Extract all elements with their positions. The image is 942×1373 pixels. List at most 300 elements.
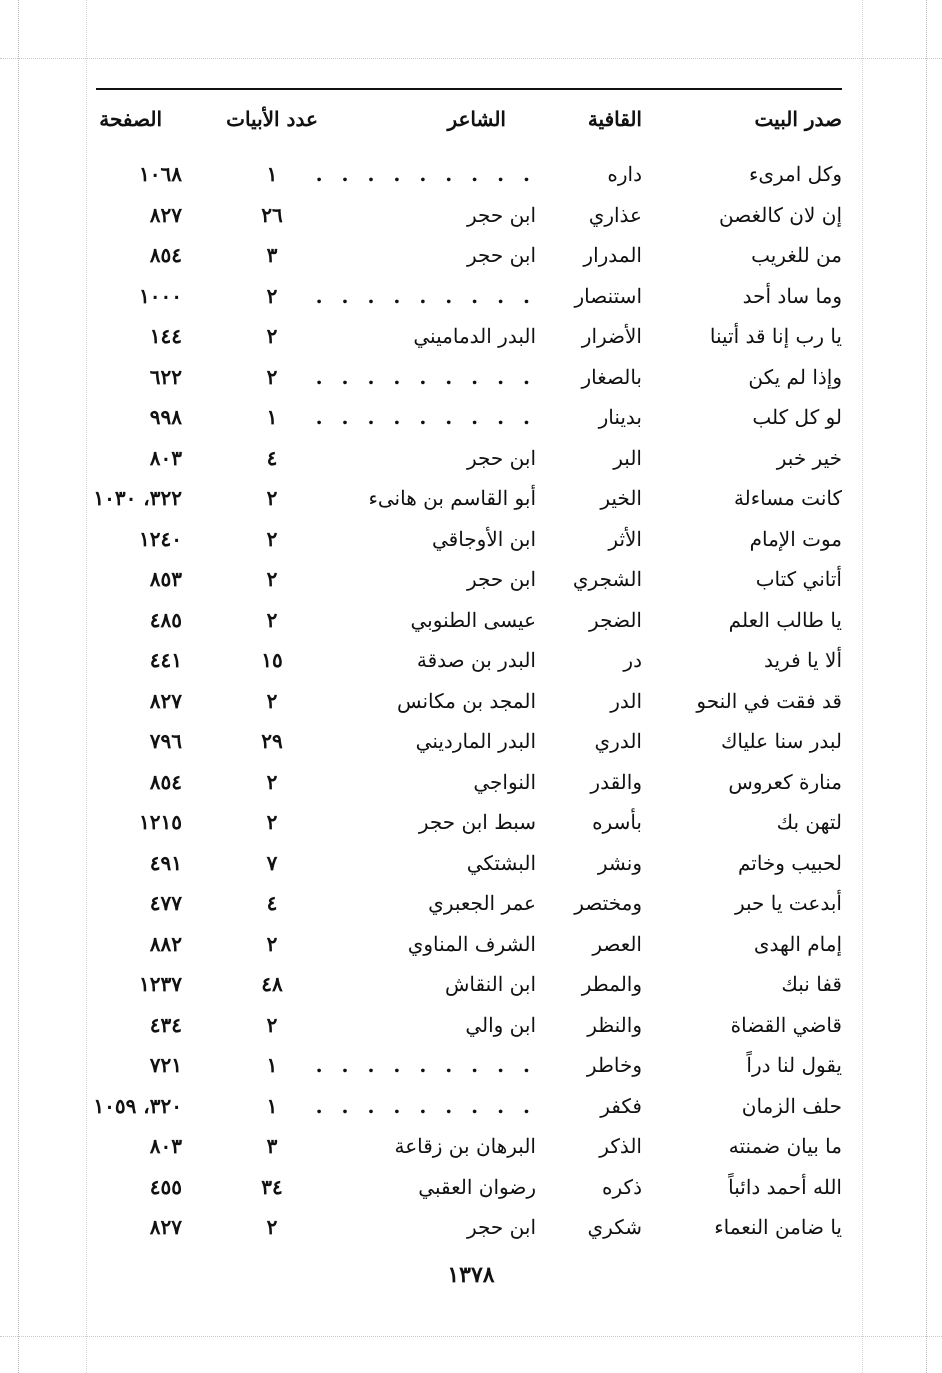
verse-count-cell xyxy=(222,1045,322,1086)
page-cell xyxy=(22,1207,182,1248)
rhyme-cell xyxy=(542,1207,642,1248)
poet-cell-text: . . . . . . . . . xyxy=(315,364,536,389)
table-row xyxy=(96,438,842,479)
scan-guide-line xyxy=(926,0,927,1373)
rhyme-cell-text: والقدر xyxy=(590,769,642,794)
rhyme-cell-text: الضجر xyxy=(589,607,642,632)
header-rhyme: القافية xyxy=(587,107,642,131)
verse-count-cell-text: ٤ xyxy=(266,445,278,470)
verse-count-cell xyxy=(222,276,322,317)
header-page: الصفحة xyxy=(99,107,162,131)
verse-count-cell-text: ٣ xyxy=(266,1134,278,1159)
table-row xyxy=(96,1045,842,1086)
table-row xyxy=(96,1207,842,1248)
first-hemistich-cell xyxy=(692,640,842,681)
page-cell xyxy=(22,964,182,1005)
table-row xyxy=(96,154,842,195)
verse-count-cell xyxy=(222,397,322,438)
page-cell-text: ٤٧٧ xyxy=(149,891,182,916)
poet-cell xyxy=(336,883,536,924)
verse-count-cell-text: ١ xyxy=(266,1093,278,1118)
header-verse-count: عدد الأبيات xyxy=(226,107,318,131)
table-row xyxy=(96,640,842,681)
rhyme-cell-text: الذكر xyxy=(599,1134,642,1159)
verse-count-cell-text: ٢ xyxy=(266,486,278,511)
rhyme-cell xyxy=(542,762,642,803)
page-cell-text: ٨٥٣ xyxy=(149,567,182,592)
page-cell-text: ٨٨٢ xyxy=(149,931,182,956)
poet-cell-text: البرهان بن زقاعة xyxy=(394,1134,536,1159)
first-hemistich-cell-text: لبدر سنا علياك xyxy=(720,729,842,754)
verse-count-cell xyxy=(222,924,322,965)
page-cell-text: ٤٣٤ xyxy=(149,1012,182,1037)
poet-cell-text: عيسى الطنوبي xyxy=(410,607,536,632)
rhyme-cell-text: والنظر xyxy=(587,1012,642,1037)
first-hemistich-cell-text: ألا يا فريد xyxy=(764,648,842,673)
verse-index-table xyxy=(93,96,842,1248)
verse-count-cell xyxy=(222,438,322,479)
rhyme-cell-text: العصر xyxy=(592,931,642,956)
rhyme-cell xyxy=(542,1126,642,1167)
rhyme-cell xyxy=(542,235,642,276)
page-cell-text: ٣٢٠، ١٠٥٩ xyxy=(93,1093,182,1118)
first-hemistich-cell xyxy=(692,519,842,560)
first-hemistich-cell xyxy=(692,195,842,236)
poet-cell-text: عمر الجعبري xyxy=(428,891,536,916)
first-hemistich-cell-text: يا ضامن النعماء xyxy=(714,1215,842,1240)
poet-cell-text: . . . . . . . . . xyxy=(315,1053,536,1078)
page-cell-text: ٨٠٣ xyxy=(149,445,182,470)
verse-count-cell-text: ٢ xyxy=(266,283,278,308)
verse-count-cell-text: ١٥ xyxy=(261,648,283,673)
first-hemistich-cell xyxy=(692,1167,842,1208)
first-hemistich-cell xyxy=(692,1005,842,1046)
first-hemistich-cell xyxy=(692,438,842,479)
page-cell xyxy=(22,762,182,803)
rhyme-cell xyxy=(542,357,642,398)
poet-cell xyxy=(315,276,536,317)
page-cell-text: ٤٩١ xyxy=(149,850,182,875)
rhyme-cell xyxy=(542,276,642,317)
poet-cell-text: ابن الأوجاقي xyxy=(431,526,536,551)
table-row xyxy=(96,964,842,1005)
rhyme-cell xyxy=(542,924,642,965)
poet-cell xyxy=(336,1167,536,1208)
table-row xyxy=(96,559,842,600)
page-cell xyxy=(22,924,182,965)
table-row xyxy=(96,1005,842,1046)
rhyme-cell-text: والمطر xyxy=(581,972,642,997)
table-row xyxy=(96,195,842,236)
verse-count-cell xyxy=(222,1207,322,1248)
rhyme-cell-text: داره xyxy=(607,162,642,187)
page-cell xyxy=(22,519,182,560)
page-cell-text: ١٠٦٨ xyxy=(139,162,182,187)
page-cell-text: ٨٢٧ xyxy=(149,202,182,227)
verse-count-cell-text: ١ xyxy=(266,162,278,187)
verse-count-cell-text: ٣٤ xyxy=(261,1174,283,1199)
rhyme-cell xyxy=(542,397,642,438)
page-cell-text: ٨٥٤ xyxy=(149,769,182,794)
rhyme-cell-text: استنصار xyxy=(574,283,642,308)
page-cell xyxy=(22,478,182,519)
first-hemistich-cell-text: من للغريب xyxy=(751,243,842,268)
page-cell xyxy=(22,235,182,276)
poet-cell xyxy=(336,1126,536,1167)
poet-cell xyxy=(336,843,536,884)
verse-count-cell xyxy=(222,883,322,924)
table-row xyxy=(96,721,842,762)
table-row xyxy=(96,1167,842,1208)
rhyme-cell xyxy=(542,883,642,924)
rhyme-cell xyxy=(542,478,642,519)
poet-cell xyxy=(336,438,536,479)
verse-count-cell-text: ٤٨ xyxy=(261,972,283,997)
verse-count-cell xyxy=(222,721,322,762)
page-cell xyxy=(22,316,182,357)
first-hemistich-cell xyxy=(692,802,842,843)
first-hemistich-cell-text: كانت مساءلة xyxy=(733,486,842,511)
rhyme-cell xyxy=(542,1167,642,1208)
rhyme-cell-text: الدر xyxy=(610,688,642,713)
rhyme-cell xyxy=(542,721,642,762)
page-cell-text: ٩٩٨ xyxy=(149,405,182,430)
poet-cell-text: النواجي xyxy=(473,769,536,794)
page-cell xyxy=(22,721,182,762)
header-poet: الشاعر xyxy=(447,107,506,131)
poet-cell-text: رضوان العقبي xyxy=(418,1174,536,1199)
page-cell-text: ١٠٠٠ xyxy=(139,283,182,308)
first-hemistich-cell-text: وكل امرىء xyxy=(748,162,842,187)
rhyme-cell-text: ونشر xyxy=(597,850,642,875)
verse-count-cell xyxy=(222,802,322,843)
page-cell-text: ٨٢٧ xyxy=(149,688,182,713)
poet-cell xyxy=(336,721,536,762)
page-cell-text: ٨٥٤ xyxy=(149,243,182,268)
page-cell xyxy=(22,438,182,479)
poet-cell-text: البدر بن صدقة xyxy=(416,648,536,673)
rhyme-cell-text: بالصغار xyxy=(581,364,642,389)
page-cell xyxy=(22,1126,182,1167)
poet-cell xyxy=(336,802,536,843)
first-hemistich-cell xyxy=(692,1126,842,1167)
table-row xyxy=(96,357,842,398)
first-hemistich-cell-text: الله أحمد دائباً xyxy=(728,1174,842,1199)
page-cell xyxy=(22,559,182,600)
first-hemistich-cell-text: منارة كعروس xyxy=(728,769,842,794)
first-hemistich-cell xyxy=(692,721,842,762)
rhyme-cell-text: عذاري xyxy=(588,202,642,227)
rhyme-cell xyxy=(542,195,642,236)
page-cell xyxy=(22,600,182,641)
first-hemistich-cell xyxy=(692,762,842,803)
page-cell-text: ١٢٣٧ xyxy=(139,972,182,997)
poet-cell xyxy=(336,559,536,600)
table-row xyxy=(96,600,842,641)
table-row xyxy=(96,519,842,560)
first-hemistich-cell-text: لتهن بك xyxy=(776,810,842,835)
page-cell xyxy=(22,195,182,236)
rhyme-cell xyxy=(542,964,642,1005)
verse-count-cell xyxy=(222,1005,322,1046)
first-hemistich-cell-text: أتاني كتاب xyxy=(755,567,842,592)
first-hemistich-cell xyxy=(692,316,842,357)
first-hemistich-cell-text: يقول لنا دراً xyxy=(746,1053,842,1078)
scan-guide-line xyxy=(862,0,863,1373)
verse-count-cell xyxy=(222,478,322,519)
page-cell-text: ١٢١٥ xyxy=(139,810,182,835)
poet-cell xyxy=(336,519,536,560)
verse-count-cell-text: ٢ xyxy=(266,1215,278,1240)
rhyme-cell-text: در xyxy=(623,648,642,673)
rhyme-cell-text: الأضرار xyxy=(581,324,642,349)
first-hemistich-cell xyxy=(692,600,842,641)
verse-count-cell xyxy=(222,1126,322,1167)
rhyme-cell-text: الأثر xyxy=(608,526,642,551)
verse-count-cell-text: ٢ xyxy=(266,567,278,592)
poet-cell-text: أبو القاسم بن هانىء xyxy=(368,486,536,511)
poet-cell-text: ابن النقاش xyxy=(444,972,536,997)
table-row xyxy=(93,478,842,519)
rhyme-cell xyxy=(542,559,642,600)
rhyme-cell-text: البر xyxy=(613,445,642,470)
first-hemistich-cell-text: إن لان كالغصن xyxy=(719,202,842,227)
poet-cell xyxy=(336,924,536,965)
poet-cell-text: ابن والي xyxy=(465,1012,536,1037)
rhyme-cell xyxy=(542,154,642,195)
poet-cell xyxy=(336,964,536,1005)
verse-count-cell xyxy=(222,357,322,398)
poet-cell-text: ابن حجر xyxy=(466,1215,536,1240)
poet-cell xyxy=(336,762,536,803)
scan-guide-line xyxy=(0,1336,942,1337)
poet-cell-text: سبط ابن حجر xyxy=(418,810,536,835)
table-row xyxy=(96,397,842,438)
verse-count-cell xyxy=(222,519,322,560)
table-row xyxy=(96,802,842,843)
poet-cell xyxy=(315,397,536,438)
page-cell xyxy=(22,843,182,884)
page-cell xyxy=(22,1086,182,1127)
first-hemistich-cell xyxy=(692,154,842,195)
page-cell xyxy=(22,802,182,843)
page-cell xyxy=(22,640,182,681)
page-cell-text: ٧٢١ xyxy=(149,1053,182,1078)
page-cell-text: ١٢٤٠ xyxy=(139,526,182,551)
poet-cell xyxy=(336,316,536,357)
first-hemistich-cell-text: لو كل كلب xyxy=(752,405,842,430)
verse-count-cell xyxy=(222,1167,322,1208)
poet-cell-text: . . . . . . . . . xyxy=(315,405,536,430)
rhyme-cell xyxy=(542,681,642,722)
table-header xyxy=(96,96,842,142)
poet-cell-text: . . . . . . . . . xyxy=(315,283,536,308)
poet-cell-text: . . . . . . . . . xyxy=(315,1093,536,1118)
rhyme-cell xyxy=(542,640,642,681)
rhyme-cell-text: ذكره xyxy=(602,1174,642,1199)
scan-guide-line xyxy=(18,0,19,1373)
first-hemistich-cell xyxy=(692,478,842,519)
first-hemistich-cell xyxy=(692,1207,842,1248)
table-row xyxy=(96,762,842,803)
first-hemistich-cell-text: قاضي القضاة xyxy=(730,1012,842,1037)
verse-count-cell xyxy=(222,559,322,600)
verse-count-cell xyxy=(222,600,322,641)
verse-count-cell xyxy=(222,843,322,884)
poet-cell xyxy=(315,154,536,195)
page-cell-text: ٤٤١ xyxy=(149,648,182,673)
table-row xyxy=(96,235,842,276)
verse-count-cell-text: ٢ xyxy=(266,364,278,389)
poet-cell xyxy=(336,681,536,722)
verse-count-cell-text: ٢ xyxy=(266,931,278,956)
poet-cell-text: . . . . . . . . . xyxy=(315,162,536,187)
verse-count-cell-text: ٢ xyxy=(266,526,278,551)
verse-count-cell xyxy=(222,1086,322,1127)
page-cell xyxy=(22,1045,182,1086)
verse-count-cell xyxy=(222,235,322,276)
verse-count-cell-text: ٢ xyxy=(266,607,278,632)
page-cell-text: ٨٢٧ xyxy=(149,1215,182,1240)
verse-count-cell-text: ٣ xyxy=(266,243,278,268)
first-hemistich-cell xyxy=(692,559,842,600)
first-hemistich-cell-text: موت الإمام xyxy=(749,526,842,551)
page-cell xyxy=(22,883,182,924)
verse-count-cell-text: ١ xyxy=(266,1053,278,1078)
rhyme-cell xyxy=(542,802,642,843)
page-cell xyxy=(22,681,182,722)
poet-cell xyxy=(336,1207,536,1248)
first-hemistich-cell-text: يا رب إنا قد أتينا xyxy=(709,324,842,349)
table-row xyxy=(96,681,842,722)
poet-cell xyxy=(315,1045,536,1086)
poet-cell xyxy=(336,235,536,276)
rhyme-cell xyxy=(542,519,642,560)
table-row xyxy=(96,843,842,884)
verse-count-cell-text: ١ xyxy=(266,405,278,430)
verse-count-cell-text: ٢٦ xyxy=(261,202,283,227)
rhyme-cell-text: المدرار xyxy=(583,243,642,268)
rhyme-cell xyxy=(542,1045,642,1086)
poet-cell xyxy=(315,357,536,398)
first-hemistich-cell xyxy=(692,357,842,398)
first-hemistich-cell-text: قفا نبك xyxy=(781,972,842,997)
verse-count-cell xyxy=(222,640,322,681)
page-number: ١٣٧٨ xyxy=(447,1262,495,1288)
first-hemistich-cell-text: وما ساد أحد xyxy=(742,283,842,308)
table-body xyxy=(93,154,842,1248)
poet-cell-text: ابن حجر xyxy=(466,202,536,227)
page-cell xyxy=(22,1005,182,1046)
verse-count-cell-text: ٢٩ xyxy=(261,729,283,754)
rhyme-cell-text: وخاطر xyxy=(586,1053,642,1078)
rhyme-cell-text: فكفر xyxy=(600,1093,642,1118)
first-hemistich-cell-text: لحبيب وخاتم xyxy=(737,850,842,875)
rhyme-cell xyxy=(542,1005,642,1046)
first-hemistich-cell xyxy=(692,883,842,924)
rhyme-cell-text: ومختصر xyxy=(574,891,642,916)
page-cell-text: ٣٢٢، ١٠٣٠ xyxy=(93,486,182,511)
verse-count-cell xyxy=(222,316,322,357)
rhyme-cell xyxy=(542,843,642,884)
first-hemistich-cell xyxy=(692,1086,842,1127)
first-hemistich-cell xyxy=(692,681,842,722)
rhyme-cell-text: الدري xyxy=(594,729,642,754)
verse-count-cell-text: ٢ xyxy=(266,1012,278,1037)
verse-count-cell-text: ٢ xyxy=(266,810,278,835)
page-cell xyxy=(22,1167,182,1208)
rhyme-cell xyxy=(542,438,642,479)
verse-count-cell-text: ٤ xyxy=(266,891,278,916)
first-hemistich-cell xyxy=(692,843,842,884)
rhyme-cell-text: بدينار xyxy=(598,405,642,430)
rhyme-cell-text: شكري xyxy=(587,1215,642,1240)
poet-cell-text: ابن حجر xyxy=(466,243,536,268)
table-row xyxy=(96,316,842,357)
page-cell-text: ٤٥٥ xyxy=(149,1174,182,1199)
rhyme-cell-text: بأسره xyxy=(592,810,642,835)
table-row xyxy=(96,883,842,924)
page-cell xyxy=(22,397,182,438)
verse-count-cell-text: ٢ xyxy=(266,324,278,349)
poet-cell-text: البدر المارديني xyxy=(415,729,536,754)
rhyme-cell-text: الخير xyxy=(600,486,642,511)
page-cell-text: ٨٠٣ xyxy=(149,1134,182,1159)
verse-count-cell xyxy=(222,154,322,195)
verse-count-cell xyxy=(222,195,322,236)
table-row xyxy=(96,1126,842,1167)
table-top-rule xyxy=(96,88,842,90)
poet-cell-text: المجد بن مكانس xyxy=(396,688,536,713)
poet-cell xyxy=(336,640,536,681)
poet-cell xyxy=(336,1005,536,1046)
rhyme-cell xyxy=(542,1086,642,1127)
verse-count-cell xyxy=(222,681,322,722)
poet-cell xyxy=(336,478,536,519)
poet-cell-text: ابن حجر xyxy=(466,567,536,592)
page-cell xyxy=(22,154,182,195)
page-cell-text: ٤٨٥ xyxy=(149,607,182,632)
verse-count-cell-text: ٢ xyxy=(266,688,278,713)
poet-cell-text: ابن حجر xyxy=(466,445,536,470)
poet-cell xyxy=(336,195,536,236)
first-hemistich-cell-text: أبدعت يا حبر xyxy=(734,891,842,916)
first-hemistich-cell xyxy=(692,964,842,1005)
poet-cell-text: البشتكي xyxy=(466,850,536,875)
poet-cell-text: البدر الدماميني xyxy=(413,324,536,349)
page-cell-text: ١٤٤ xyxy=(149,324,182,349)
poet-cell-text: الشرف المناوي xyxy=(407,931,536,956)
verse-count-cell-text: ٢ xyxy=(266,769,278,794)
first-hemistich-cell xyxy=(692,1045,842,1086)
first-hemistich-cell-text: وإذا لم يكن xyxy=(748,364,842,389)
page-cell xyxy=(22,276,182,317)
table-row xyxy=(93,1086,842,1127)
table-row xyxy=(96,276,842,317)
first-hemistich-cell xyxy=(692,276,842,317)
page-cell-text: ٦٢٢ xyxy=(149,364,182,389)
page-cell-text: ٧٩٦ xyxy=(149,729,182,754)
header-first-hemistich: صدر البيت xyxy=(754,107,842,131)
first-hemistich-cell xyxy=(692,235,842,276)
poet-cell xyxy=(336,600,536,641)
scan-guide-line xyxy=(0,58,942,59)
first-hemistich-cell-text: قد فقت في النحو xyxy=(696,688,842,713)
first-hemistich-cell-text: خير خبر xyxy=(776,445,842,470)
first-hemistich-cell-text: حلف الزمان xyxy=(741,1093,842,1118)
first-hemistich-cell xyxy=(692,924,842,965)
rhyme-cell xyxy=(542,600,642,641)
